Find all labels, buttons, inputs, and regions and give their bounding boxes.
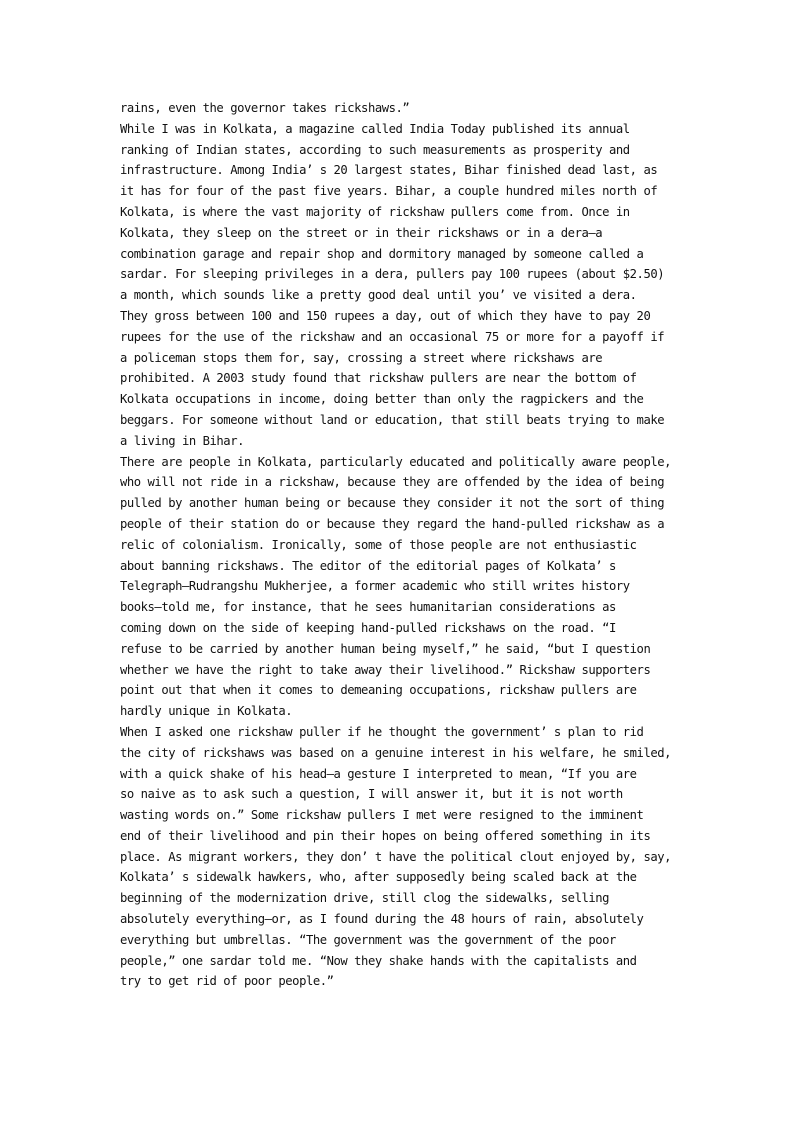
text-line: a month, which sounds like a pretty good deal until you’ ve visited a dera. <box>120 288 637 303</box>
text-line: who will not ride in a rickshaw, because they are offended by the idea of being <box>120 475 665 490</box>
text-line: wasting words on.” Some rickshaw pullers I met were resigned to the imminent <box>120 808 644 823</box>
text-line: hardly unique in Kolkata. <box>120 704 293 719</box>
text-line: try to get rid of poor people.” <box>120 974 334 989</box>
text-line: infrastructure. Among India’ s 20 largest states, Bihar finished dead last, as <box>120 163 658 178</box>
text-line: with a quick shake of his head—a gesture I interpreted to mean, “If you are <box>120 766 637 781</box>
text-line: pulled by another human being or because they consider it not the sort of thing <box>120 496 665 511</box>
text-line: Kolkata, is where the vast majority of rickshaw pullers come from. Once in <box>120 204 630 219</box>
text-line: a policeman stops them for, say, crossing a street where rickshaws are <box>120 350 603 365</box>
text-line: books—told me, for instance, that he sees humanitarian considerations as <box>120 600 616 615</box>
text-line: rains, even the governor takes rickshaws.” <box>120 101 410 115</box>
text-line: end of their livelihood and pin their hopes on being offered something in its <box>120 828 651 843</box>
text-line: They gross between 100 and 150 rupees a day, out of which they have to pay 20 <box>120 308 651 323</box>
text-line: Telegraph—Rudrangshu Mukherjee, a former academic who still writes history <box>120 579 630 594</box>
text-line: it has for four of the past five years. Bihar, a couple hundred miles north of <box>120 184 658 199</box>
text-line: beggars. For someone without land or education, that still beats trying to make <box>120 412 665 427</box>
text-line: Kolkata occupations in income, doing better than only the ragpickers and the <box>120 392 644 407</box>
text-line: people of their station do or because they regard the hand-pulled rickshaw as a <box>120 516 665 531</box>
text-line: coming down on the side of keeping hand-pulled rickshaws on the road. “I <box>120 620 616 635</box>
text-line: everything but umbrellas. “The government was the government of the poor <box>120 932 616 947</box>
text-line: sardar. For sleeping privileges in a dera, pullers pay 100 rupees (about $2.50) <box>120 267 665 282</box>
text-line: There are people in Kolkata, particularly educated and politically aware people, <box>120 454 671 469</box>
text-line: the city of rickshaws was based on a genuine interest in his welfare, he smiled, <box>120 745 671 760</box>
text-line: beginning of the modernization drive, still clog the sidewalks, selling <box>120 891 610 906</box>
text-line: people,” one sardar told me. “Now they shake hands with the capitalists and <box>120 953 637 968</box>
text-line: ranking of Indian states, according to such measurements as prosperity and <box>120 142 630 157</box>
text-line: relic of colonialism. Ironically, some of those people are not enthusiastic <box>120 537 637 552</box>
text-line: Kolkata’ s sidewalk hawkers, who, after supposedly being scaled back at the <box>120 870 637 885</box>
document-body <box>120 98 682 992</box>
text-line: prohibited. A 2003 study found that rickshaw pullers are near the bottom of <box>120 371 637 386</box>
text-line: point out that when it comes to demeaning occupations, rickshaw pullers are <box>120 683 637 698</box>
text-line: While I was in Kolkata, a magazine called India Today published its annual <box>120 121 630 136</box>
text-line: so naive as to ask such a question, I will answer it, but it is not worth <box>120 787 623 802</box>
text-line: a living in Bihar. <box>120 433 244 448</box>
text-line: rupees for the use of the rickshaw and an occasional 75 or more for a payoff if <box>120 329 665 344</box>
text-line: about banning rickshaws. The editor of the editorial pages of Kolkata’ s <box>120 558 616 573</box>
text-line: When I asked one rickshaw puller if he thought the government’ s plan to rid <box>120 724 644 739</box>
text-line: whether we have the right to take away their livelihood.” Rickshaw supporters <box>120 662 651 677</box>
text-line: Kolkata, they sleep on the street or in their rickshaws or in a dera—a <box>120 225 603 240</box>
text-line: absolutely everything—or, as I found during the 48 hours of rain, absolutely <box>120 912 644 927</box>
text-line: place. As migrant workers, they don’ t have the political clout enjoyed by, say, <box>120 849 671 864</box>
text-line: combination garage and repair shop and dormitory managed by someone called a <box>120 246 644 261</box>
text-line: refuse to be carried by another human being myself,” he said, “but I question <box>120 641 651 656</box>
